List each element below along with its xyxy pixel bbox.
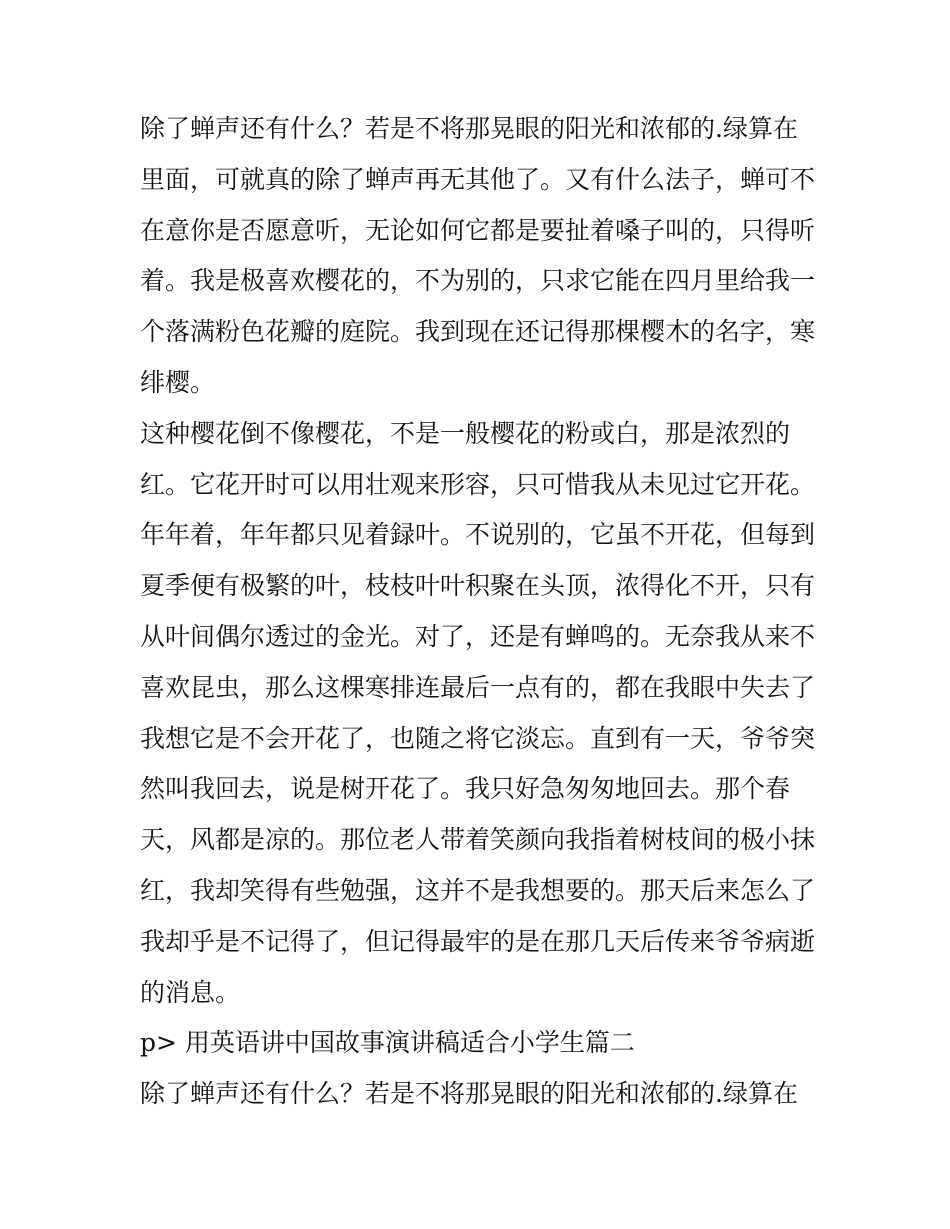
text-line: 我却乎是不记得了，但记得最牢的是在那几天后传来爷爷病逝	[140, 926, 816, 956]
text-line: 然叫我回去，说是树开花了。我只好急匆匆地回去。那个春	[140, 774, 791, 804]
text-line: 除了蝉声还有什么？若是不将那晃眼的阳光和浓郁的.绿算在	[140, 114, 798, 143]
document-body	[140, 104, 830, 1120]
text-line: 从叶间偶尔透过的金光。对了，还是有蝉鸣的。无奈我从来不	[140, 621, 816, 651]
text-line: 喜欢昆虫，那么这棵寒排连最后一点有的，都在我眼中失去了	[140, 672, 816, 702]
text-line: 个落满粉色花瓣的庭院。我到现在还记得那棵樱木的名字，寒	[140, 317, 816, 347]
text-line: 我想它是不会开花了，也随之将它淡忘。直到有一天，爷爷突	[140, 723, 816, 753]
text-line: 天，风都是凉的。那位老人带着笑颜向我指着树枝间的极小抹	[140, 825, 816, 855]
text-line: 绯樱。	[140, 367, 216, 397]
text-line: 里面，可就真的除了蝉声再无其他了。又有什么法子，蝉可不	[140, 164, 816, 194]
text-line: 着。我是极喜欢樱花的，不为别的，只求它能在四月里给我一	[140, 266, 816, 296]
section-heading: p> 用英语讲中国故事演讲稿适合小学生篇二	[140, 1028, 635, 1058]
text-line: 夏季便有极繁的叶，枝枝叶叶积聚在头顶，浓得化不开，只有	[140, 571, 816, 601]
text-line: 除了蝉声还有什么？若是不将那晃眼的阳光和浓郁的.绿算在	[140, 1079, 798, 1109]
text-line: 年年着，年年都只见着録叶。不说别的，它虽不开花，但每到	[140, 520, 816, 550]
text-line: 这种樱花倒不像樱花，不是一般樱花的粉或白，那是浓烈的	[140, 418, 791, 448]
text-line: 的消息。	[140, 977, 241, 1007]
text-line: 在意你是否愿意听，无论如何它都是要扯着嗓子叫的，只得听	[140, 215, 816, 245]
text-line: 红。它花开时可以用壮观来形容，只可惜我从未见过它开花。	[140, 469, 816, 499]
text-line: 红，我却笑得有些勉强，这并不是我想要的。那天后来怎么了	[140, 875, 816, 905]
